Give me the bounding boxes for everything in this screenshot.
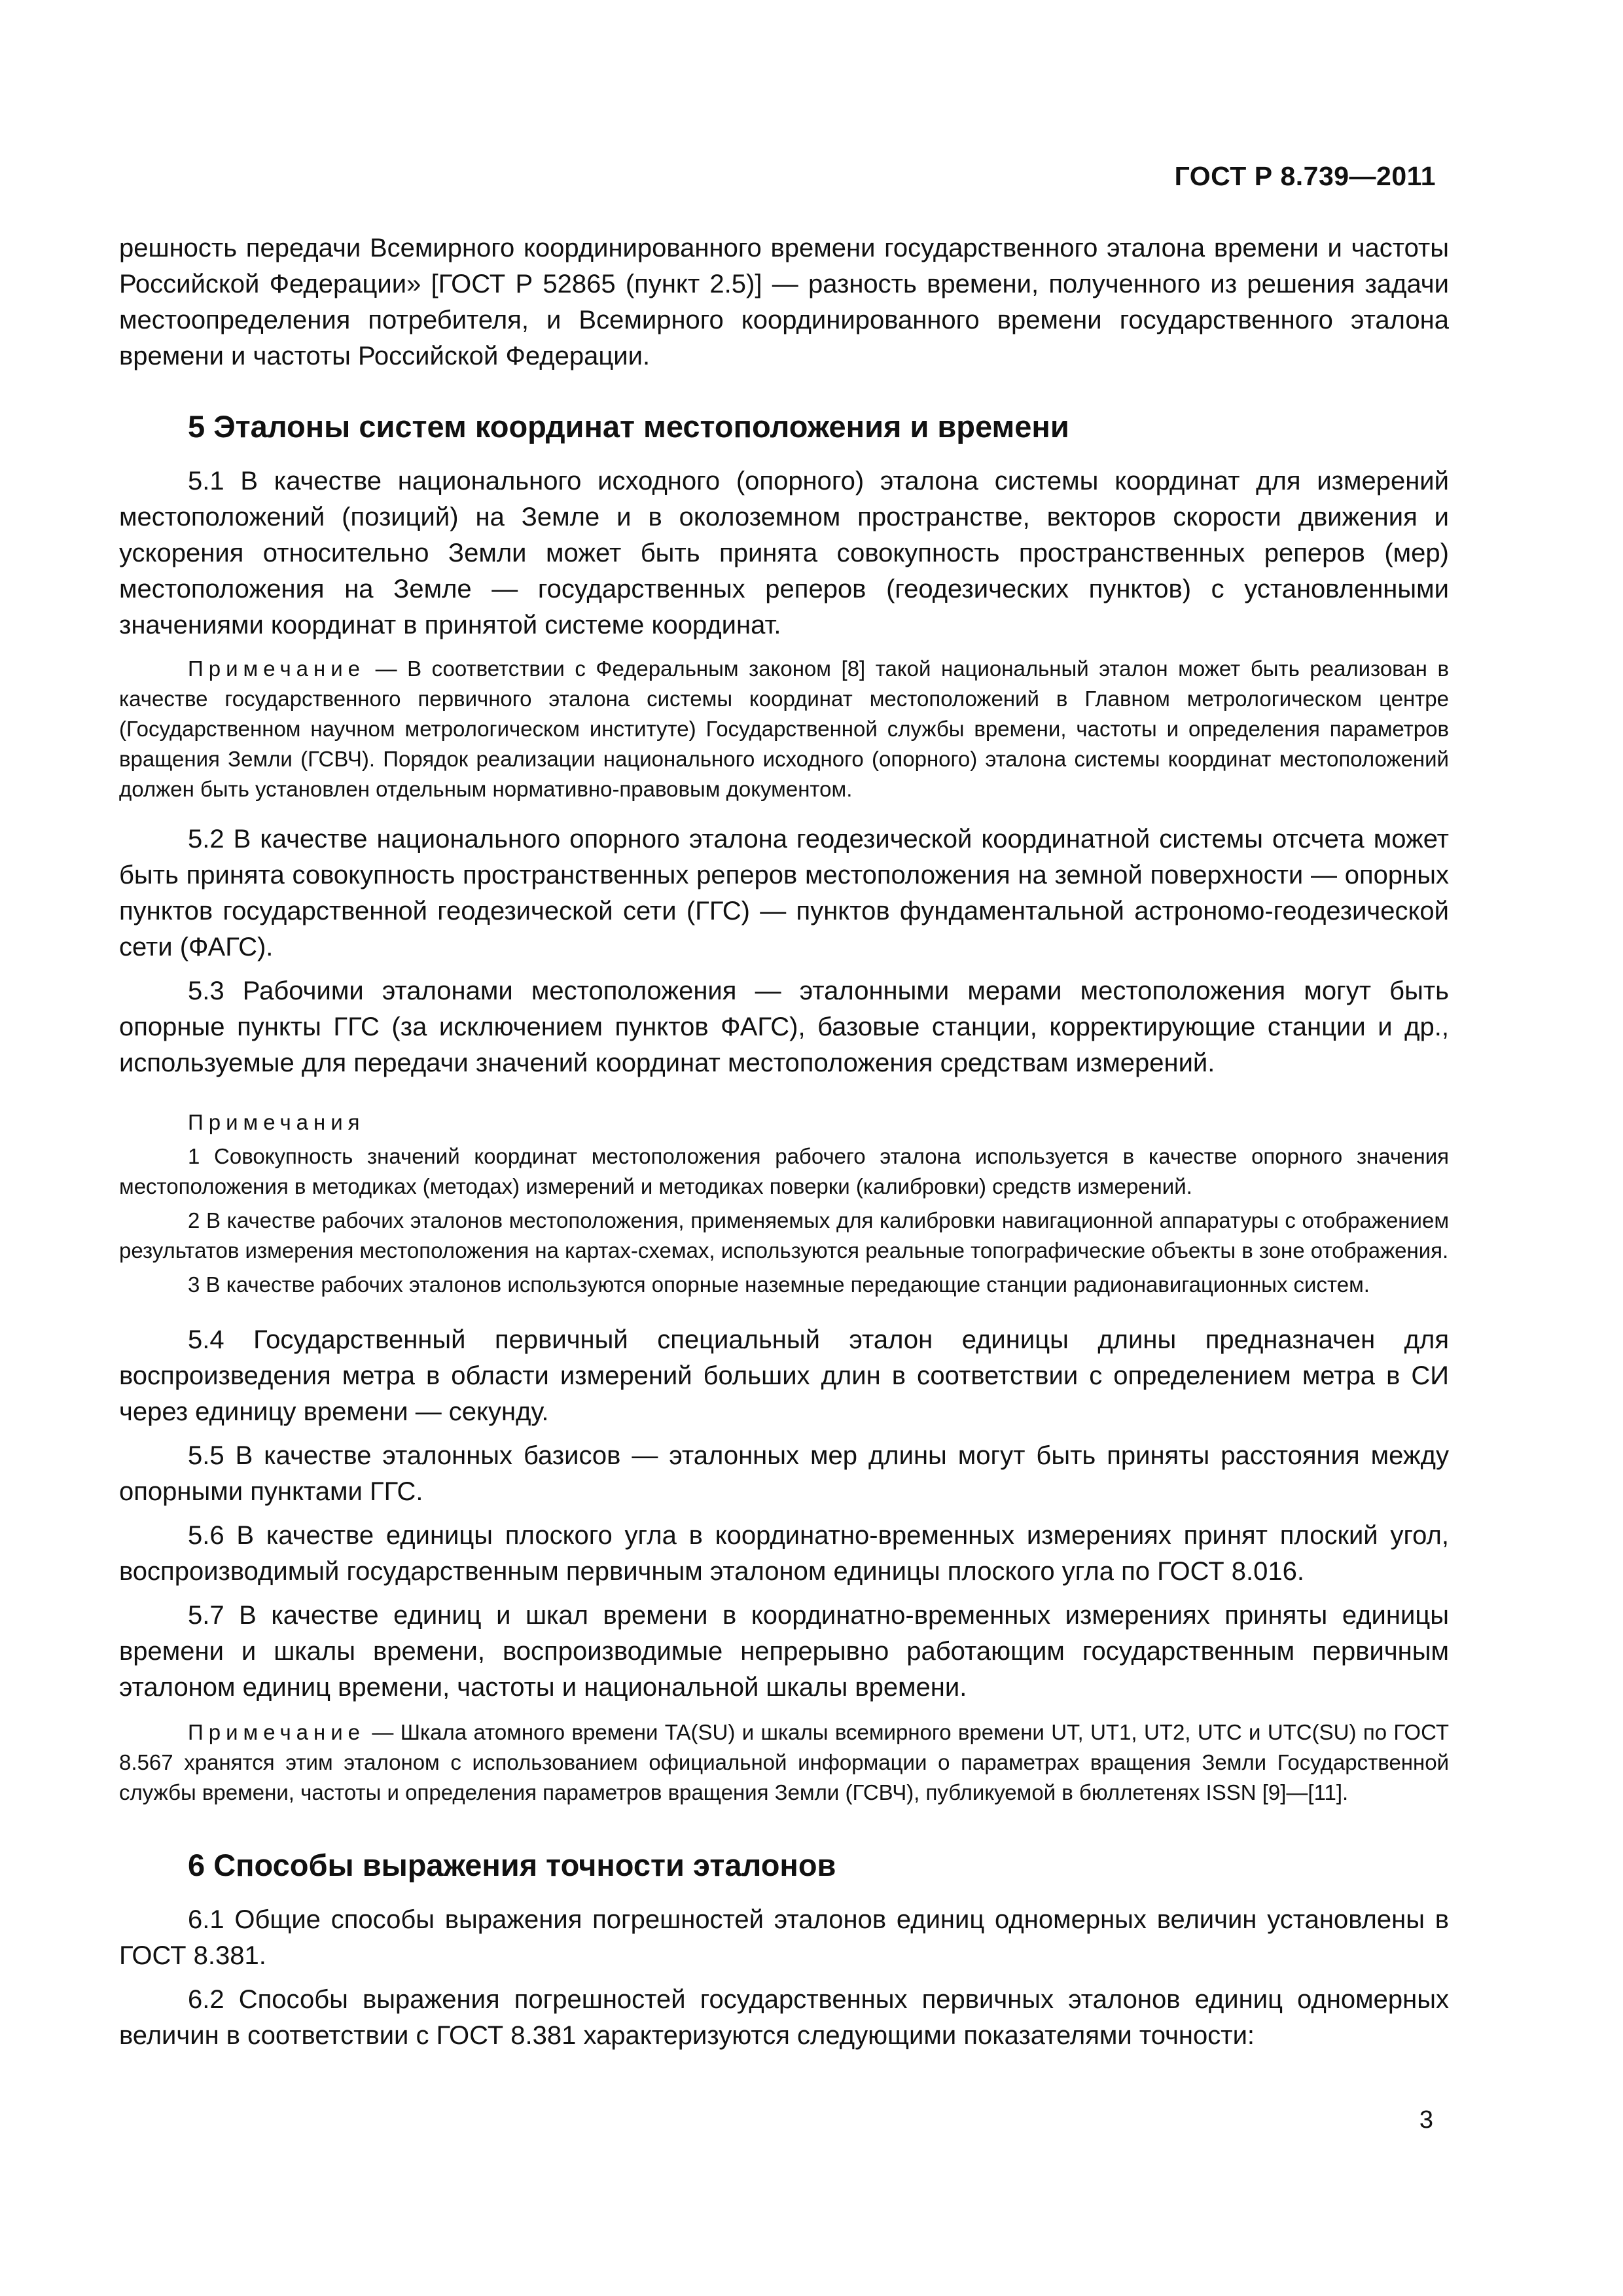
- notes-title: Примечания: [188, 1110, 365, 1134]
- page-number: 3: [1419, 2106, 1433, 2134]
- document-header-id: ГОСТ Р 8.739—2011: [1174, 161, 1436, 191]
- paragraph-5-3: 5.3 Рабочими эталонами местоположения — эталонными мерами местоположения могут быть опорные пункты ГГС (за исключением пунктов ФАГС), базовые станции, корректирующие станции и др., используемые для передачи значений координат местоположения средствам измерений.: [119, 977, 1449, 1077]
- paragraph-5-7: 5.7 В качестве единиц и шкал времени в координатно-временных измерениях приняты единицы времени и шкалы времени, воспроизводимые непрерывно работающим государственным первичным эталоном единиц времени, частоты и национальной шкалы времени.: [119, 1601, 1449, 1702]
- paragraph-5-6: 5.6 В качестве единицы плоского угла в координатно-временных измерениях принят плоский угол, воспроизводимый государственным первичным эталоном единицы плоского угла по ГОСТ 8.016.: [119, 1521, 1449, 1586]
- paragraph-5-1: 5.1 В качестве национального исходного (опорного) эталона системы координат для измерений местоположений (позиций) на Земле и в околоземном пространстве, векторов скорости движения и ускорения относительно Земли может быть принята совокупность пространственных реперов (мер) местоположения на Земле — государственных реперов (геодезических пунктов) с установленными значениями координат в принятой системе координат.: [119, 467, 1449, 639]
- note-item-2: 2 В качестве рабочих эталонов местоположения, применяемых для калибровки навигационной аппаратуры с отображением результатов измерения местоположения на картах-схемах, используются реальные топографические объекты в зоне отображения.: [119, 1208, 1449, 1263]
- note-5-7: [119, 1717, 1449, 1808]
- paragraph-6-2: 6.2 Способы выражения погрешностей государственных первичных эталонов единиц одномерных величин в соответствии с ГОСТ 8.381 характеризуются следующими показателями точности:: [119, 1985, 1449, 2050]
- note-text: — Шкала атомного времени TA(SU) и шкалы всемирного времени UT, UT1, UT2, UTC и UTC(SU) по ГОСТ 8.567 хранятся этим эталоном с использованием официальной информации о параметрах вращения Земли Государственной службы времени, частоты и определения параметров вращения Земли (ГСВЧ), публикуемой в бюллетенях ISSN [9]—[11].: [119, 1720, 1449, 1804]
- section-5-heading: 5 Эталоны систем координат местоположения и времени: [188, 409, 1069, 444]
- note-item-1: 1 Совокупность значений координат местоположения рабочего эталона используется в качестве опорного значения местоположения в методиках (методах) измерений и методиках поверки (калибровки) средств измерений.: [119, 1144, 1449, 1198]
- note-label: Примечание: [188, 1720, 366, 1744]
- note-label: Примечание: [188, 656, 366, 681]
- intro-paragraph: решность передачи Всемирного координированного времени государственного эталона времени и частоты Российской Федерации» [ГОСТ Р 52865 (пункт 2.5)] — разность времени, полученного из решения задачи местоопределения потребителя, и Всемирного координированного времени государственного эталона времени и частоты Российской Федерации.: [119, 234, 1449, 370]
- document-body: [119, 230, 1449, 2054]
- note-text: — В соответствии с Федеральным законом [8] такой национальный эталон может быть реализован в качестве государственного первичного эталона системы координат местоположений в Главном метрологическом центре (Государственном научном метрологическом институте) Государственной службы времени, частоты и определения параметров вращения Земли (ГСВЧ). Порядок реализации национального исходного (опорного) эталона системы координат местоположений должен быть установлен отдельным нормативно-правовым документом.: [119, 656, 1449, 801]
- paragraph-6-1: 6.1 Общие способы выражения погрешностей эталонов единиц одномерных величин установлены в ГОСТ 8.381.: [119, 1905, 1449, 1970]
- section-6-heading: 6 Способы выражения точности эталонов: [188, 1848, 836, 1882]
- paragraph-5-4: 5.4 Государственный первичный специальный эталон единицы длины предназначен для воспроизведения метра в области измерений больших длин в соответствии с определением метра в СИ через единицу времени — секунду.: [119, 1325, 1449, 1426]
- note-item-3: 3 В качестве рабочих эталонов используются опорные наземные передающие станции радионавигационных систем.: [188, 1272, 1370, 1297]
- paragraph-5-5: 5.5 В качестве эталонных базисов — эталонных мер длины могут быть приняты расстояния между опорными пунктами ГГС.: [119, 1441, 1449, 1506]
- notes-5-3: [119, 1107, 1449, 1300]
- note-5-1: [119, 654, 1449, 804]
- paragraph-5-2: 5.2 В качестве национального опорного эталона геодезической координатной системы отсчета может быть принята совокупность пространственных реперов местоположения на земной поверхности — опорных пунктов государственной геодезической сети (ГГС) — пунктов фундаментальной астрономо-геодезической сети (ФАГС).: [119, 825, 1449, 961]
